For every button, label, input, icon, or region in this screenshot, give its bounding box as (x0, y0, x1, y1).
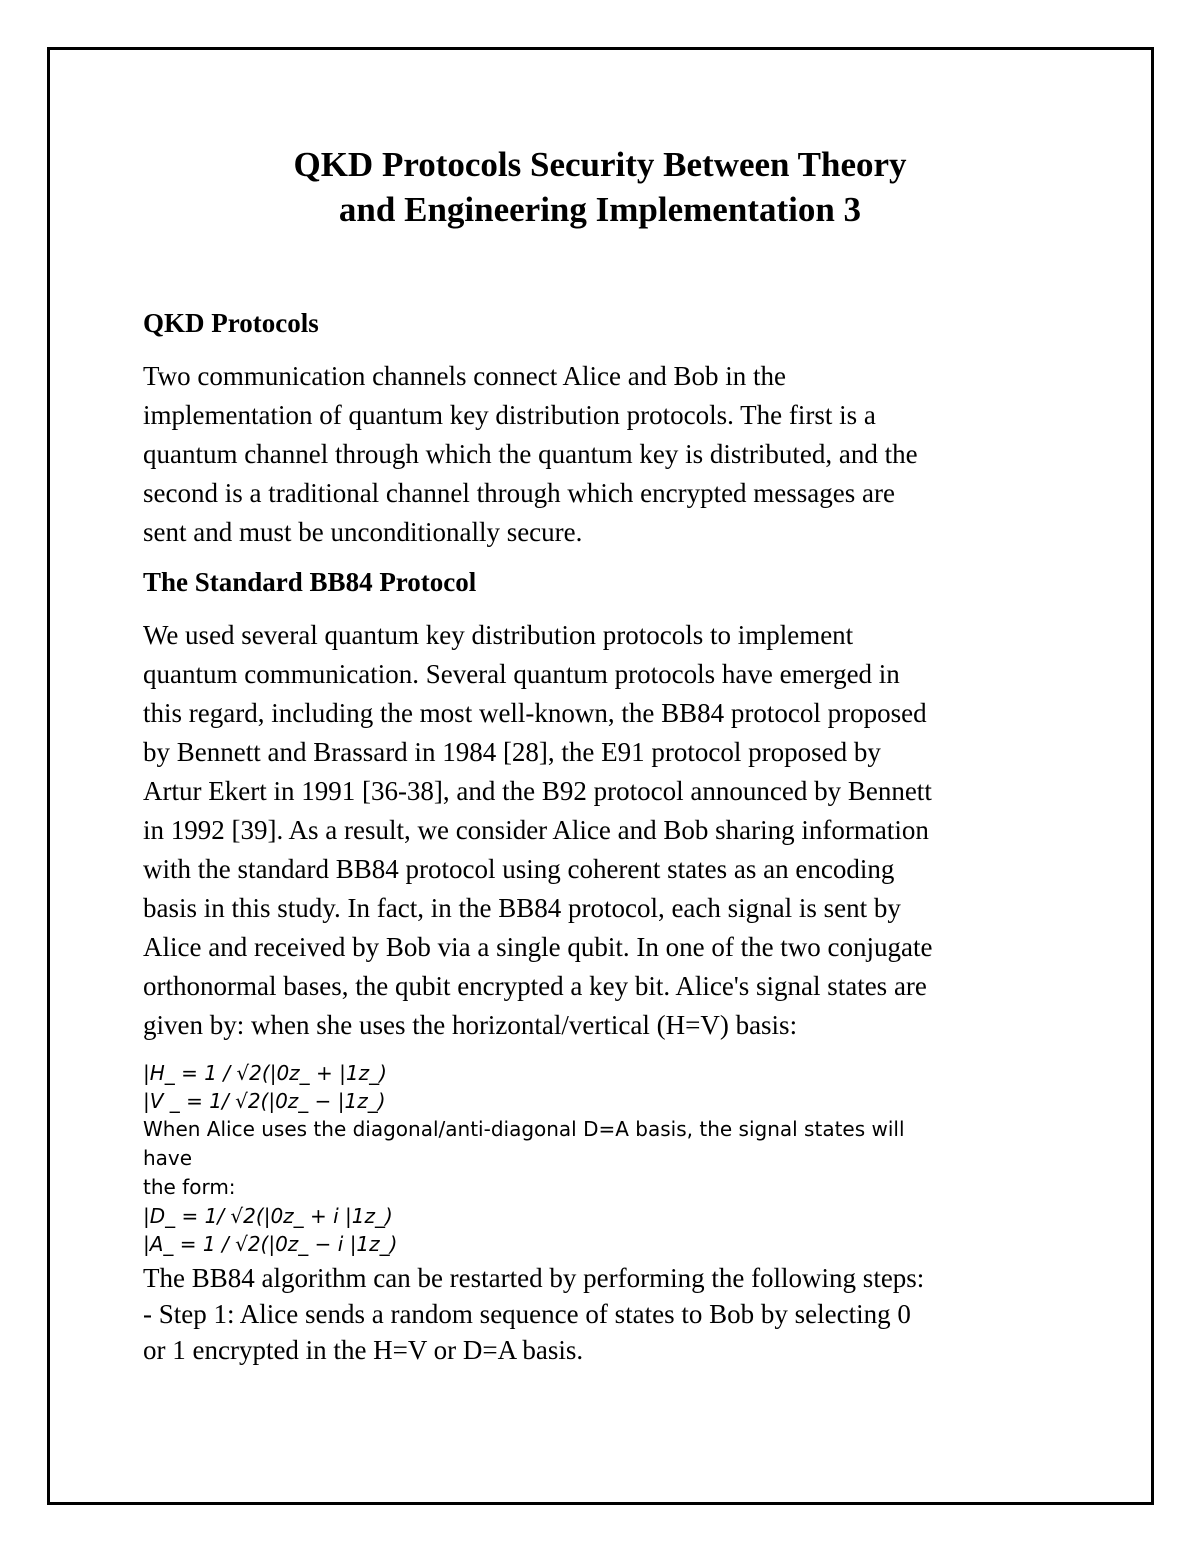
title-line-2: and Engineering Implementation 3 (338, 190, 862, 229)
paragraph-qkd-protocols (143, 357, 1083, 552)
text-line: quantum channel through which the quantum key is distributed, and the (143, 439, 918, 469)
text-line: have (143, 1146, 193, 1170)
text-line: orthonormal bases, the qubit encrypted a key bit. Alice's signal states are (143, 971, 927, 1001)
text-line: Two communication channels connect Alice and Bob in the (143, 361, 786, 391)
section-heading-qkd-protocols: QKD Protocols (143, 308, 319, 338)
document-title (0, 142, 1200, 232)
equations-da-basis (143, 1202, 1083, 1258)
equation-a-state: |A_ = 1 / √2(|0z_ − i |1z_) (143, 1232, 398, 1256)
section-heading-bb84: The Standard BB84 Protocol (143, 567, 477, 597)
text-line: When Alice uses the diagonal/anti-diagonal D=A basis, the signal states will (143, 1117, 905, 1141)
text-line: We used several quantum key distribution protocols to implement (143, 620, 854, 650)
equation-d-state: |D_ = 1/ √2(|0z_ + i |1z_) (143, 1204, 393, 1228)
text-line: Alice and received by Bob via a single qubit. In one of the two conjugate (143, 932, 933, 962)
text-line: given by: when she uses the horizontal/vertical (H=V) basis: (143, 1010, 798, 1040)
text-line: quantum communication. Several quantum protocols have emerged in (143, 659, 900, 689)
text-line: with the standard BB84 protocol using coherent states as an encoding (143, 854, 895, 884)
paragraph-bb84 (143, 616, 1083, 1045)
paragraph-diagonal-basis (143, 1115, 1083, 1202)
text-line: sent and must be unconditionally secure. (143, 517, 583, 547)
text-line: in 1992 [39]. As a result, we consider Alice and Bob sharing information (143, 815, 929, 845)
text-line: the form: (143, 1175, 236, 1199)
paragraph-bb84-steps (143, 1260, 1083, 1368)
text-line: implementation of quantum key distribution protocols. The first is a (143, 400, 876, 430)
document-body (143, 305, 1083, 1368)
text-line: second is a traditional channel through which encrypted messages are (143, 478, 895, 508)
text-line: - Step 1: Alice sends a random sequence of states to Bob by selecting 0 (143, 1299, 911, 1329)
equation-v-state: |V _ = 1/ √2(|0z_ − |1z_) (143, 1089, 386, 1113)
title-line-1: QKD Protocols Security Between Theory (293, 145, 907, 184)
text-line: this regard, including the most well-known, the BB84 protocol proposed (143, 698, 927, 728)
text-line: or 1 encrypted in the H=V or D=A basis. (143, 1335, 584, 1365)
text-line: The BB84 algorithm can be restarted by performing the following steps: (143, 1263, 925, 1293)
equations-hv-basis (143, 1059, 1083, 1115)
text-line: Artur Ekert in 1991 [36-38], and the B92 protocol announced by Bennett (143, 776, 932, 806)
equation-h-state: |H_ = 1 / √2(|0z_ + |1z_) (143, 1061, 387, 1085)
text-line: basis in this study. In fact, in the BB84 protocol, each signal is sent by (143, 893, 901, 923)
text-line: by Bennett and Brassard in 1984 [28], the E91 protocol proposed by (143, 737, 881, 767)
